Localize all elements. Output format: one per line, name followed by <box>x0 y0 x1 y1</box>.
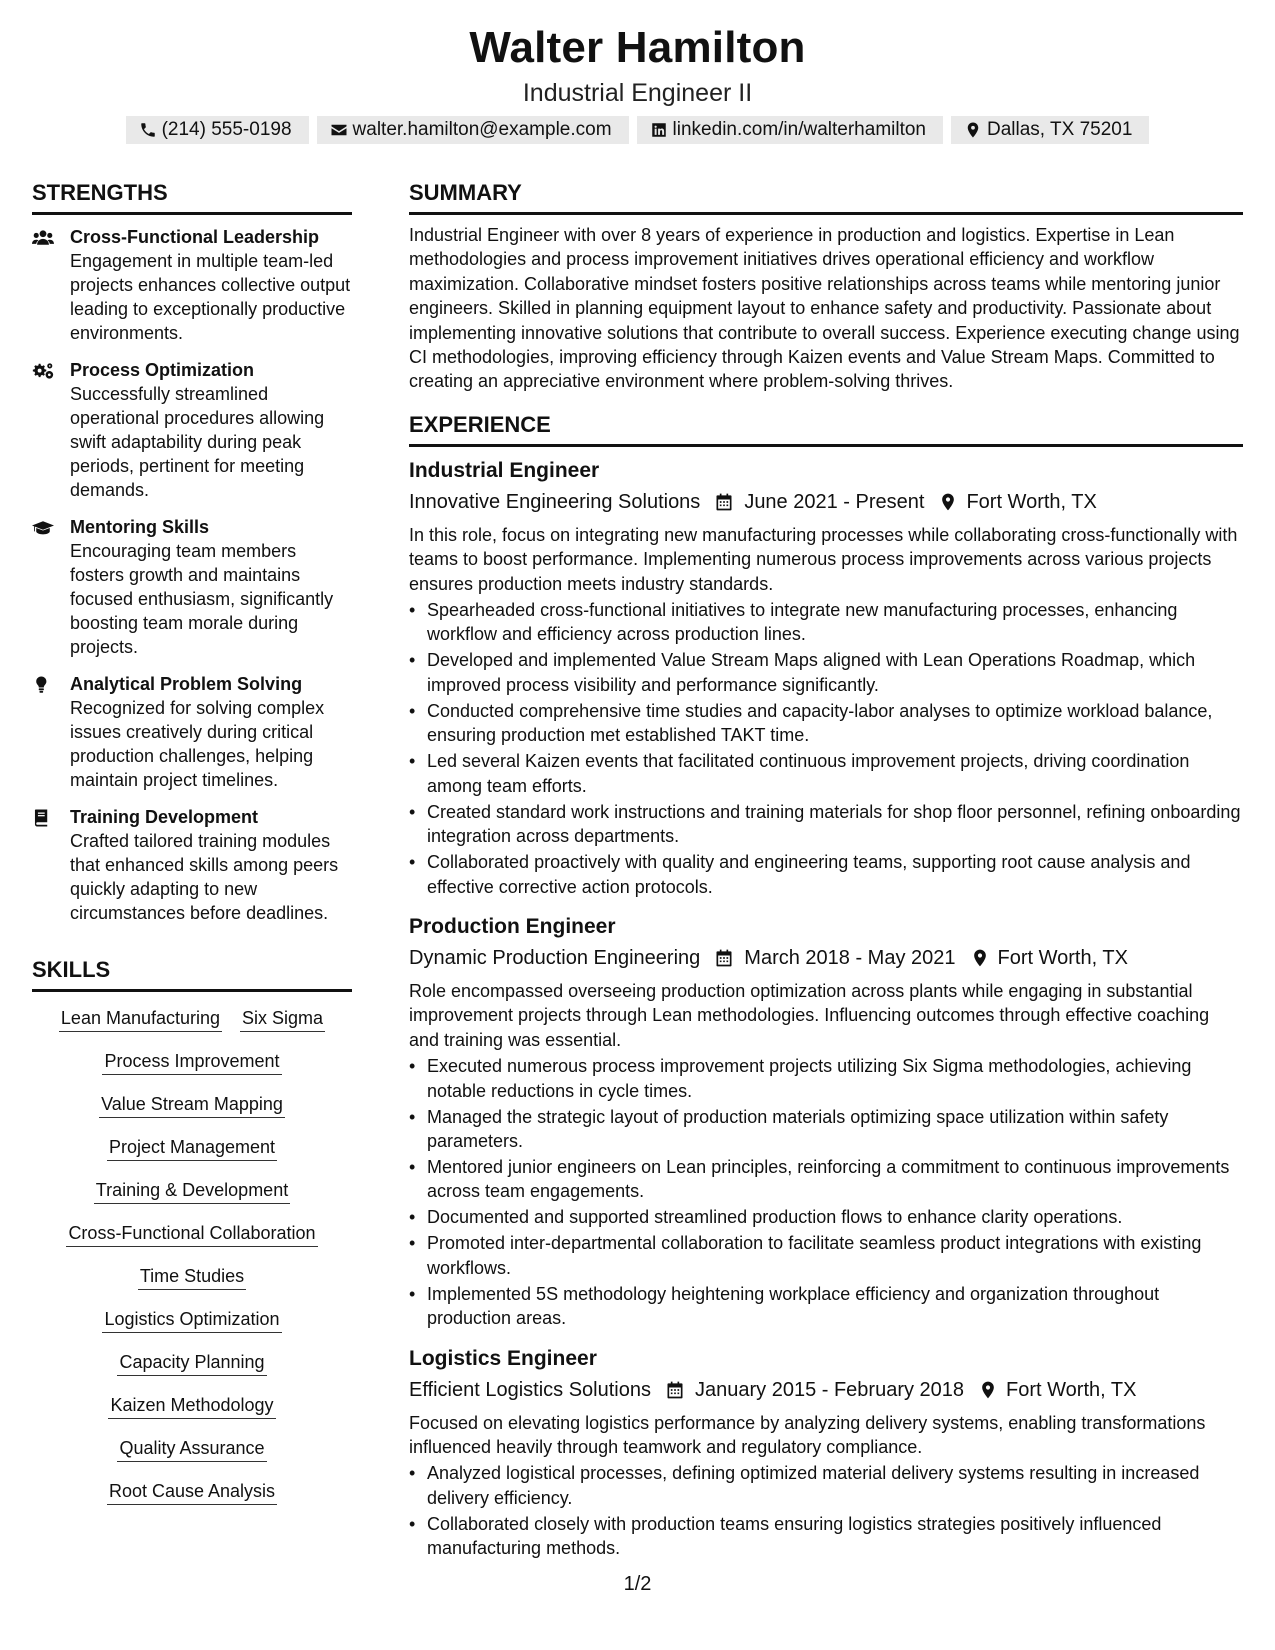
job-bullets <box>409 1054 1243 1330</box>
job-bullet: • Conducted comprehensive time studies and capacity-labor analyses to optimize workload balance, ensuring production met established TAKT time. <box>409 699 1243 748</box>
job-entry <box>409 1345 1243 1561</box>
contact-bar <box>0 116 1275 144</box>
summary-heading: SUMMARY <box>409 178 1243 215</box>
job-dates: June 2021 - Present <box>744 490 925 513</box>
summary-text: Industrial Engineer with over 8 years of experience in production and logistics. Expertise in Lean methodologies and process improvement initiatives drives operational efficiency and workflow maximization. Collaborative mindset fosters positive relationships across teams while mentoring junior engineers. Skilled in planning equipment layout to enhance safety and productivity. Passionate about implementing innovative solutions that contribute to overall success. Experience executing change using CI methodologies, improving efficiency through Kaizen events and Value Stream Maps. Committed to creating an appreciative environment where problem-solving thrives. <box>409 225 1240 392</box>
strength-desc: Engagement in multiple team-led projects enhances collective output leading to exceptionally productive environments. <box>70 251 351 343</box>
left-column <box>32 178 352 1522</box>
strength-item <box>32 672 352 792</box>
job-dates: January 2015 - February 2018 <box>694 1378 965 1401</box>
skill-tag: Lean Manufacturing <box>59 1006 222 1032</box>
contact-phone[interactable] <box>126 116 309 144</box>
contact-email-text: walter.hamilton@example.com <box>352 119 612 140</box>
job-company: Efficient Logistics Solutions <box>409 1378 651 1401</box>
skill-tag: Quality Assurance <box>117 1436 266 1462</box>
job-company: Dynamic Production Engineering <box>409 946 701 969</box>
job-entry <box>409 457 1243 899</box>
job-bullet: • Developed and implemented Value Stream Maps aligned with Lean Operations Roadmap, which improved process visibility and performance significantly. <box>409 648 1243 697</box>
strength-item <box>32 225 352 345</box>
resume-header <box>0 0 1275 144</box>
lightbulb-icon <box>32 676 54 694</box>
calendar-icon <box>714 492 734 512</box>
map-pin-icon <box>938 492 958 512</box>
skill-tag: Project Management <box>107 1135 277 1161</box>
book-icon <box>32 809 54 827</box>
candidate-name: Walter Hamilton <box>469 23 806 72</box>
job-company: Innovative Engineering Solutions <box>409 490 701 513</box>
map-pin-icon <box>978 1380 998 1400</box>
page-number: 1/2 <box>623 1573 652 1595</box>
job-meta <box>409 943 1243 973</box>
job-title: Industrial Engineer <box>409 458 600 482</box>
strength-desc: Crafted tailored training modules that enhanced skills among peers quickly adapting to new circumstances before deadlines. <box>70 831 339 923</box>
skill-tag: Six Sigma <box>240 1006 325 1032</box>
skill-tag: Capacity Planning <box>117 1350 266 1376</box>
job-bullet: • Led several Kaizen events that facilitated continuous improvement projects, driving coordination among team efforts. <box>409 749 1243 798</box>
job-bullet: • Analyzed logistical processes, defining optimized material delivery systems resulting in increased delivery efficiency. <box>409 1461 1243 1510</box>
job-meta <box>409 487 1243 517</box>
strength-item <box>32 358 352 502</box>
users-icon <box>32 229 54 247</box>
job-dates: March 2018 - May 2021 <box>744 946 956 969</box>
job-bullet: • Promoted inter-departmental collaboration to facilitate seamless product integrations with existing workflows. <box>409 1231 1243 1280</box>
skill-tag: Cross-Functional Collaboration <box>66 1221 317 1247</box>
job-bullet: • Implemented 5S methodology heightening workplace efficiency and organization throughout production areas. <box>409 1282 1243 1331</box>
job-location: Fort Worth, TX <box>1006 1378 1137 1401</box>
contact-linkedin-text: linkedin.com/in/walterhamilton <box>672 119 926 140</box>
envelope-icon <box>330 121 348 139</box>
job-entry <box>409 913 1243 1331</box>
strength-item <box>32 515 352 659</box>
phone-icon <box>139 121 157 139</box>
contact-location-text: Dallas, TX 75201 <box>987 119 1133 140</box>
job-meta <box>409 1375 1243 1405</box>
calendar-icon <box>714 948 734 968</box>
strength-title: Cross-Functional Leadership <box>70 227 320 247</box>
job-description: Focused on elevating logistics performance by analyzing delivery systems, enabling transformations influenced heavily through teamwork and regulatory compliance. <box>409 1412 1206 1457</box>
strengths-heading: STRENGTHS <box>32 178 352 215</box>
job-description: Role encompassed overseeing production optimization across plants while engaging in substantial improvement projects through Lean methodologies. Influencing outcomes through effective coaching and training was essential. <box>409 980 1210 1050</box>
map-pin-icon <box>964 121 982 139</box>
job-bullet: • Created standard work instructions and training materials for shop floor personnel, refining onboarding integration across departments. <box>409 800 1243 849</box>
candidate-role: Industrial Engineer II <box>522 79 753 107</box>
skill-tag: Value Stream Mapping <box>99 1092 285 1118</box>
strength-desc: Encouraging team members fosters growth and maintains focused enthusiasm, significantly boosting team morale during projects. <box>70 541 334 657</box>
strengths-list <box>32 225 352 925</box>
strength-desc: Successfully streamlined operational procedures allowing swift adaptability during peak periods, pertinent for meeting demands. <box>70 384 325 500</box>
strength-item <box>32 805 352 925</box>
skills-list <box>32 1006 352 1505</box>
contact-linkedin[interactable] <box>637 116 943 144</box>
job-description: In this role, focus on integrating new manufacturing processes while collaborating cross-functionally with teams to boost performance. Implementing numerous process improvements across various projects ensures production meets industry standards. <box>409 524 1238 594</box>
contact-email[interactable] <box>317 116 629 144</box>
skill-tag: Training & Development <box>94 1178 290 1204</box>
gears-icon <box>32 362 54 380</box>
skill-tag: Time Studies <box>138 1264 246 1290</box>
strength-title: Mentoring Skills <box>70 517 210 537</box>
strength-title: Process Optimization <box>70 360 255 380</box>
job-bullet: • Collaborated proactively with quality and engineering teams, supporting root cause analysis and effective corrective action protocols. <box>409 850 1243 899</box>
skill-tag: Logistics Optimization <box>102 1307 281 1333</box>
job-bullet: • Managed the strategic layout of production materials optimizing space utilization within safety parameters. <box>409 1105 1243 1154</box>
skills-heading: SKILLS <box>32 955 352 992</box>
skill-tag: Kaizen Methodology <box>108 1393 275 1419</box>
job-bullet: • Documented and supported streamlined production flows to enhance clarity operations. <box>409 1205 1243 1229</box>
job-title: Logistics Engineer <box>409 1346 597 1370</box>
skill-tag: Root Cause Analysis <box>107 1479 277 1505</box>
graduation-cap-icon <box>32 519 54 537</box>
calendar-icon <box>665 1380 685 1400</box>
job-bullets <box>409 598 1243 899</box>
map-pin-icon <box>970 948 990 968</box>
job-bullet: • Spearheaded cross-functional initiatives to integrate new manufacturing processes, enhancing workflow and efficiency across production lines. <box>409 598 1243 647</box>
job-bullet: • Executed numerous process improvement projects utilizing Six Sigma methodologies, achieving notable reductions in cycle times. <box>409 1054 1243 1103</box>
job-bullets <box>409 1461 1243 1560</box>
job-bullet: • Collaborated closely with production teams ensuring logistics strategies positively influenced manufacturing methods. <box>409 1512 1243 1561</box>
strength-title: Analytical Problem Solving <box>70 674 303 694</box>
contact-location <box>951 116 1149 144</box>
experience-heading: EXPERIENCE <box>409 410 1243 447</box>
job-location: Fort Worth, TX <box>997 946 1128 969</box>
right-column <box>409 178 1243 1562</box>
job-location: Fort Worth, TX <box>966 490 1097 513</box>
skill-tag: Process Improvement <box>102 1049 281 1075</box>
strength-desc: Recognized for solving complex issues creatively during critical production challenges, helping maintain project timelines. <box>70 698 325 790</box>
linkedin-icon <box>650 121 668 139</box>
contact-phone-text: (214) 555-0198 <box>161 119 292 140</box>
job-title: Production Engineer <box>409 914 616 938</box>
job-bullet: • Mentored junior engineers on Lean principles, reinforcing a commitment to continuous improvements across team engagements. <box>409 1155 1243 1204</box>
strength-title: Training Development <box>70 807 259 827</box>
